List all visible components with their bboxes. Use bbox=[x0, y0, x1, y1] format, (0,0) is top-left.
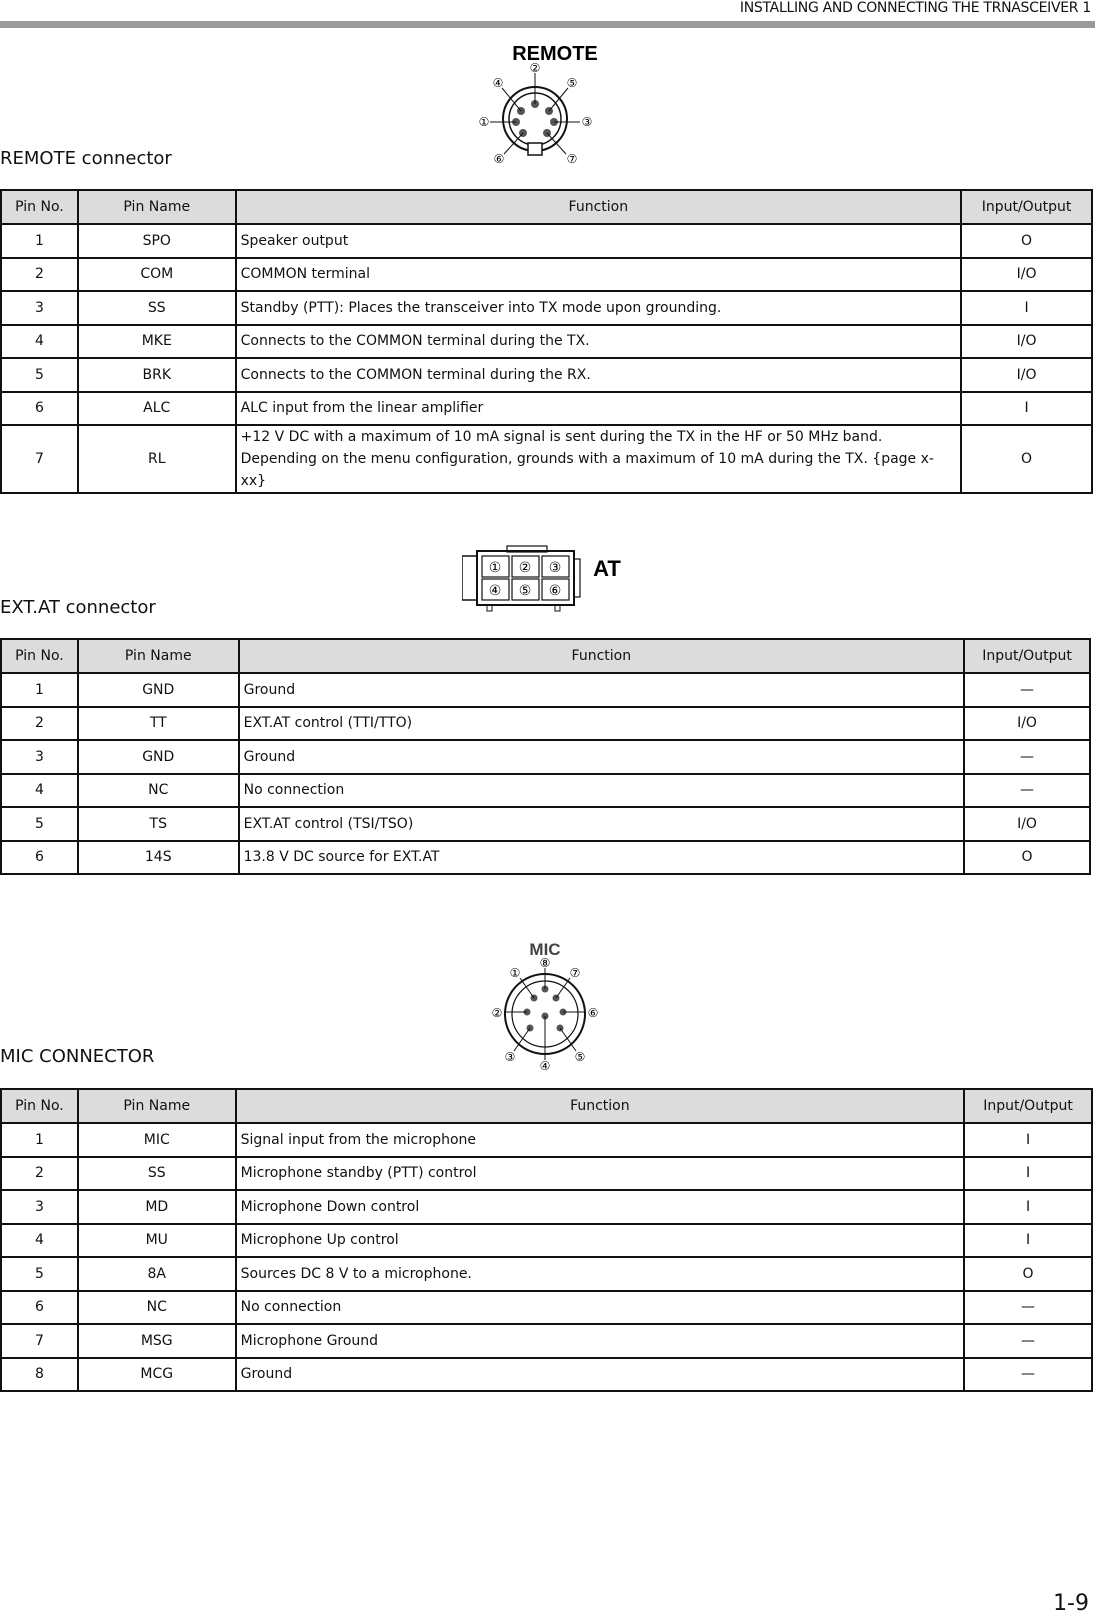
pin-io: I/O bbox=[961, 358, 1092, 392]
table-row bbox=[1, 1291, 1092, 1325]
pin-io: — bbox=[964, 774, 1090, 808]
col-pin-name: Pin Name bbox=[78, 190, 236, 224]
remote-diagram-title: REMOTE bbox=[512, 43, 598, 65]
pin-name: GND bbox=[78, 740, 239, 774]
pin-function: Speaker output bbox=[236, 224, 961, 258]
pin-no: 1 bbox=[1, 673, 78, 707]
pin-io: — bbox=[964, 673, 1090, 707]
pin-name: TT bbox=[78, 707, 239, 741]
extat-pin-6-mark: ⑥ bbox=[548, 583, 562, 599]
table-header-row bbox=[1, 1089, 1092, 1123]
table-row bbox=[1, 1157, 1092, 1191]
pin-no: 4 bbox=[1, 774, 78, 808]
mic-pin-7-mark: ⑦ bbox=[569, 966, 581, 980]
table-row bbox=[1, 291, 1092, 325]
pin-name: NC bbox=[78, 1291, 236, 1325]
remote-connector-label: REMOTE connector bbox=[0, 148, 172, 169]
remote-connector-diagram bbox=[470, 36, 620, 170]
col-io: Input/Output bbox=[964, 1089, 1092, 1123]
pin-no: 4 bbox=[1, 1224, 78, 1258]
mic-pin-table bbox=[0, 1088, 1093, 1392]
table-row bbox=[1, 392, 1092, 426]
remote-pin-7-mark: ⑦ bbox=[566, 152, 578, 166]
table-row bbox=[1, 425, 1092, 493]
pin-name: MKE bbox=[78, 325, 236, 359]
remote-pin-5-mark: ⑤ bbox=[566, 76, 578, 90]
pin-function: Signal input from the microphone bbox=[236, 1123, 964, 1157]
pin-io: O bbox=[961, 224, 1092, 258]
pin-no: 3 bbox=[1, 291, 78, 325]
extat-pin-5-mark: ⑤ bbox=[518, 583, 532, 599]
remote-pin-3-mark: ③ bbox=[581, 115, 593, 129]
pin-function: Ground bbox=[239, 740, 964, 774]
pin-function: Ground bbox=[236, 1358, 964, 1392]
col-function: Function bbox=[239, 639, 964, 673]
pin-name: 8A bbox=[78, 1257, 236, 1291]
pin-io: I bbox=[964, 1157, 1092, 1191]
pin-io: I bbox=[964, 1123, 1092, 1157]
table-row bbox=[1, 1190, 1092, 1224]
pin-function: Microphone Up control bbox=[236, 1224, 964, 1258]
pin-function: Standby (PTT): Places the transceiver into TX mode upon grounding. bbox=[236, 291, 961, 325]
extat-pin-1-mark: ① bbox=[488, 560, 502, 576]
table-row bbox=[1, 1123, 1092, 1157]
mic-pin-5-mark: ⑤ bbox=[574, 1050, 586, 1064]
pin-no: 1 bbox=[1, 1123, 78, 1157]
pin-name: ALC bbox=[78, 392, 236, 426]
mic-connector-label: MIC CONNECTOR bbox=[0, 1046, 155, 1067]
pin-name: TS bbox=[78, 807, 239, 841]
col-pin-no: Pin No. bbox=[1, 190, 78, 224]
table-row bbox=[1, 224, 1092, 258]
pin-function: Ground bbox=[239, 673, 964, 707]
pin-name: MCG bbox=[78, 1358, 236, 1392]
mic-pin-1-mark: ① bbox=[509, 966, 521, 980]
pin-io: O bbox=[961, 425, 1092, 493]
remote-pin-1-mark: ① bbox=[478, 115, 490, 129]
table-row bbox=[1, 258, 1092, 292]
pin-name: MSG bbox=[78, 1324, 236, 1358]
pin-io: I/O bbox=[961, 258, 1092, 292]
pin-io: O bbox=[964, 1257, 1092, 1291]
table-row bbox=[1, 740, 1090, 774]
table-row bbox=[1, 841, 1090, 875]
pin-io: I/O bbox=[964, 707, 1090, 741]
pin-function: Microphone standby (PTT) control bbox=[236, 1157, 964, 1191]
col-io: Input/Output bbox=[964, 639, 1090, 673]
col-pin-no: Pin No. bbox=[1, 639, 78, 673]
pin-no: 6 bbox=[1, 841, 78, 875]
pin-no: 2 bbox=[1, 707, 78, 741]
pin-function: EXT.AT control (TTI/TTO) bbox=[239, 707, 964, 741]
pin-name: SS bbox=[78, 291, 236, 325]
pin-name: MD bbox=[78, 1190, 236, 1224]
pin-no: 5 bbox=[1, 807, 78, 841]
extat-diagram-title: AT bbox=[593, 556, 621, 581]
pin-function: COMMON terminal bbox=[236, 258, 961, 292]
pin-name: BRK bbox=[78, 358, 236, 392]
pin-name: NC bbox=[78, 774, 239, 808]
pin-function: ALC input from the linear amplifier bbox=[236, 392, 961, 426]
pin-io: O bbox=[964, 841, 1090, 875]
pin-io: I/O bbox=[961, 325, 1092, 359]
pin-no: 7 bbox=[1, 425, 78, 493]
pin-no: 3 bbox=[1, 740, 78, 774]
table-row bbox=[1, 673, 1090, 707]
col-io: Input/Output bbox=[961, 190, 1092, 224]
col-pin-no: Pin No. bbox=[1, 1089, 78, 1123]
pin-io: I bbox=[964, 1190, 1092, 1224]
pin-name: GND bbox=[78, 673, 239, 707]
pin-name: MU bbox=[78, 1224, 236, 1258]
pin-function: Connects to the COMMON terminal during the RX. bbox=[236, 358, 961, 392]
extat-connector-diagram bbox=[462, 545, 632, 615]
table-row bbox=[1, 807, 1090, 841]
header-rule bbox=[0, 21, 1095, 28]
mic-pin-8-mark: ⑧ bbox=[539, 956, 551, 970]
pin-no: 2 bbox=[1, 258, 78, 292]
page-number: 1-9 bbox=[1053, 1591, 1089, 1616]
pin-name: SS bbox=[78, 1157, 236, 1191]
pin-name: MIC bbox=[78, 1123, 236, 1157]
remote-pin-4-mark: ④ bbox=[492, 76, 504, 90]
pin-no: 3 bbox=[1, 1190, 78, 1224]
table-row bbox=[1, 1358, 1092, 1392]
pin-io: — bbox=[964, 740, 1090, 774]
pin-no: 4 bbox=[1, 325, 78, 359]
col-pin-name: Pin Name bbox=[78, 639, 239, 673]
pin-no: 8 bbox=[1, 1358, 78, 1392]
pin-no: 7 bbox=[1, 1324, 78, 1358]
pin-function: Sources DC 8 V to a microphone. bbox=[236, 1257, 964, 1291]
pin-no: 1 bbox=[1, 224, 78, 258]
pin-name: SPO bbox=[78, 224, 236, 258]
table-header-row bbox=[1, 639, 1090, 673]
mic-pin-2-mark: ② bbox=[491, 1006, 503, 1020]
pin-io: I/O bbox=[964, 807, 1090, 841]
pin-no: 6 bbox=[1, 1291, 78, 1325]
remote-pin-table bbox=[0, 189, 1093, 494]
pin-name: RL bbox=[78, 425, 236, 493]
table-row bbox=[1, 358, 1092, 392]
pin-no: 5 bbox=[1, 1257, 78, 1291]
pin-function: Microphone Down control bbox=[236, 1190, 964, 1224]
pin-io: I bbox=[961, 291, 1092, 325]
table-row bbox=[1, 707, 1090, 741]
table-row bbox=[1, 1257, 1092, 1291]
pin-io: — bbox=[964, 1324, 1092, 1358]
pin-function: No connection bbox=[236, 1291, 964, 1325]
extat-pin-2-mark: ② bbox=[518, 560, 532, 576]
col-function: Function bbox=[236, 1089, 964, 1123]
pin-io: — bbox=[964, 1358, 1092, 1392]
pin-io: I bbox=[961, 392, 1092, 426]
mic-pin-3-mark: ③ bbox=[504, 1050, 516, 1064]
col-pin-name: Pin Name bbox=[78, 1089, 236, 1123]
extat-pin-table bbox=[0, 638, 1091, 875]
mic-diagram-title: MIC bbox=[529, 940, 561, 959]
pin-function: Microphone Ground bbox=[236, 1324, 964, 1358]
table-row bbox=[1, 774, 1090, 808]
mic-connector-diagram bbox=[480, 936, 610, 1076]
pin-name: 14S bbox=[78, 841, 239, 875]
pin-function: EXT.AT control (TSI/TSO) bbox=[239, 807, 964, 841]
pin-io: — bbox=[964, 1291, 1092, 1325]
pin-no: 2 bbox=[1, 1157, 78, 1191]
extat-pin-4-mark: ④ bbox=[488, 583, 502, 599]
pin-no: 5 bbox=[1, 358, 78, 392]
pin-function: +12 V DC with a maximum of 10 mA signal is sent during the TX in the HF or 50 MHz band. Depending on the menu configuration, grounds with a maximum of 10 mA during the TX. {page x-xx} bbox=[236, 425, 961, 493]
pin-io: I bbox=[964, 1224, 1092, 1258]
mic-pin-4-mark: ④ bbox=[539, 1059, 551, 1073]
table-header-row bbox=[1, 190, 1092, 224]
remote-pin-6-mark: ⑥ bbox=[493, 152, 505, 166]
table-row bbox=[1, 325, 1092, 359]
pin-function: No connection bbox=[239, 774, 964, 808]
extat-pin-3-mark: ③ bbox=[548, 560, 562, 576]
remote-pin-2-mark: ② bbox=[529, 61, 541, 75]
pin-function: Connects to the COMMON terminal during the TX. bbox=[236, 325, 961, 359]
pin-function: 13.8 V DC source for EXT.AT bbox=[239, 841, 964, 875]
pin-no: 6 bbox=[1, 392, 78, 426]
col-function: Function bbox=[236, 190, 961, 224]
table-row bbox=[1, 1224, 1092, 1258]
mic-pin-6-mark: ⑥ bbox=[587, 1006, 599, 1020]
table-row bbox=[1, 1324, 1092, 1358]
extat-connector-label: EXT.AT connector bbox=[0, 597, 156, 618]
pin-name: COM bbox=[78, 258, 236, 292]
page-header-title: INSTALLING AND CONNECTING THE TRNASCEIVER 1 bbox=[739, 0, 1091, 16]
